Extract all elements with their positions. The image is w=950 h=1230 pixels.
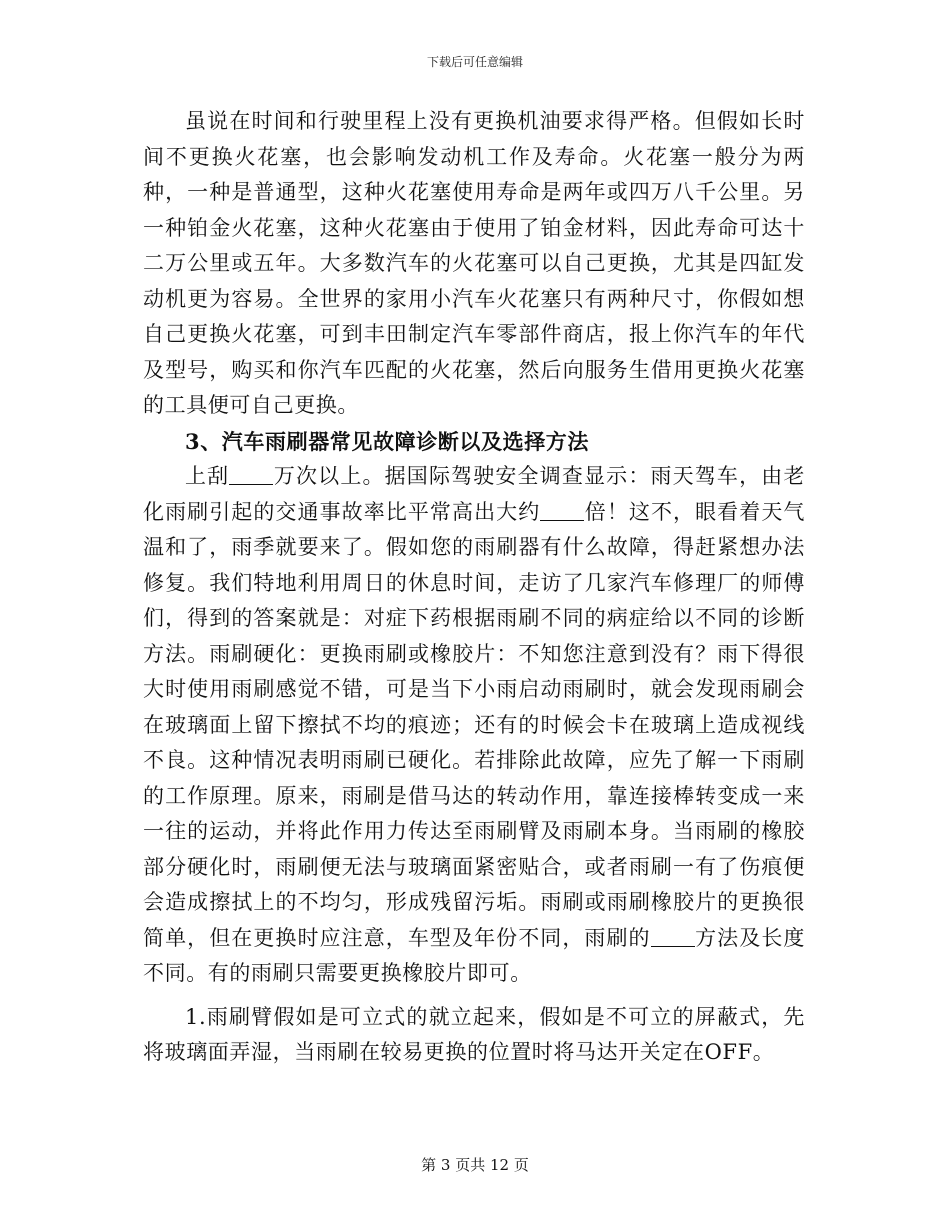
fill-in-blank	[229, 464, 273, 485]
text-segment: 方法及长度不同。有的雨刷只需要更换橡胶片即可。	[143, 925, 805, 985]
fill-in-blank	[651, 926, 695, 947]
page-header: 下载后可任意编辑	[426, 55, 523, 69]
text-segment: 上刮	[185, 464, 230, 488]
section-heading-wiper: 3、汽车雨刷器常见故障诊断以及选择方法	[185, 428, 590, 454]
paragraph-spark-plug: 虽说在时间和行驶里程上没有更换机油要求得严格。但假如长时间不更换火花塞，也会影响发动机工作及寿命。火花塞一般分为两种，一种是普通型，这种火花塞使用寿命是两年或四万八千公里。另一种铂金火花塞，这种火花塞由于使用了铂金材料，因此寿命可达十二万公里或五年。大多数汽车的火花塞可以自己更换，尤其是四缸发动机更为容易。全世界的家用小汽车火花塞只有两种尺寸，你假如想自己更换火花塞，可到丰田制定汽车零部件商店，报上你汽车的年代及型号，购买和你汽车匹配的火花塞，然后向服务生借用更换火花塞的工具便可自己更换。	[143, 109, 805, 417]
document-body	[143, 104, 805, 1071]
fill-in-blank	[540, 500, 584, 521]
text-segment: 倍！这不，眼看着天气温和了，雨季就要来了。假如您的雨刷器有什么故障，得赶紧想办法修复。我们特地利用周日的休息时间，走访了几家汽车修理厂的师傅们，得到的答案就是：对症下药根据雨刷不同的病症给以不同的诊断方法。雨刷硬化：更换雨刷或橡胶片：不知您注意到没有？雨下得很大时使用雨刷感觉不错，可是当下小雨启动雨刷时，就会发现雨刷会在玻璃面上留下擦拭不均的痕迹；还有的时候会卡在玻璃上造成视线不良。这种情况表明雨刷已硬化。若排除此故障，应先了解一下雨刷的工作原理。原来，雨刷是借马达的转动作用，靠连接棒转变成一来一往的运动，并将此作用力传达至雨刷臂及雨刷本身。当雨刷的橡胶部分硬化时，雨刷便无法与玻璃面紧密贴合，或者雨刷一有了伤痕便会造成擦拭上的不均匀，形成残留污垢。雨刷或雨刷橡胶片的更换很简单，但在更换时应注意，车型及年份不同，雨刷的	[143, 499, 805, 950]
paragraph-wiper-diagnosis	[143, 459, 805, 992]
paragraph-spacer	[143, 992, 805, 1000]
page-footer: 第 3 页共 12 页	[421, 1156, 529, 1174]
paragraph-step-1: 1.雨刷臂假如是可立式的就立起来，假如是不可立的屏蔽式，先将玻璃面弄湿，当雨刷在较易更换的位置时将马达开关定在OFF。	[143, 1004, 805, 1064]
text-segment: 万次以上。据国际驾驶安全调查显示：雨天驾车，由老化雨刷引起的交通事故率比平常高出大约	[143, 464, 805, 524]
